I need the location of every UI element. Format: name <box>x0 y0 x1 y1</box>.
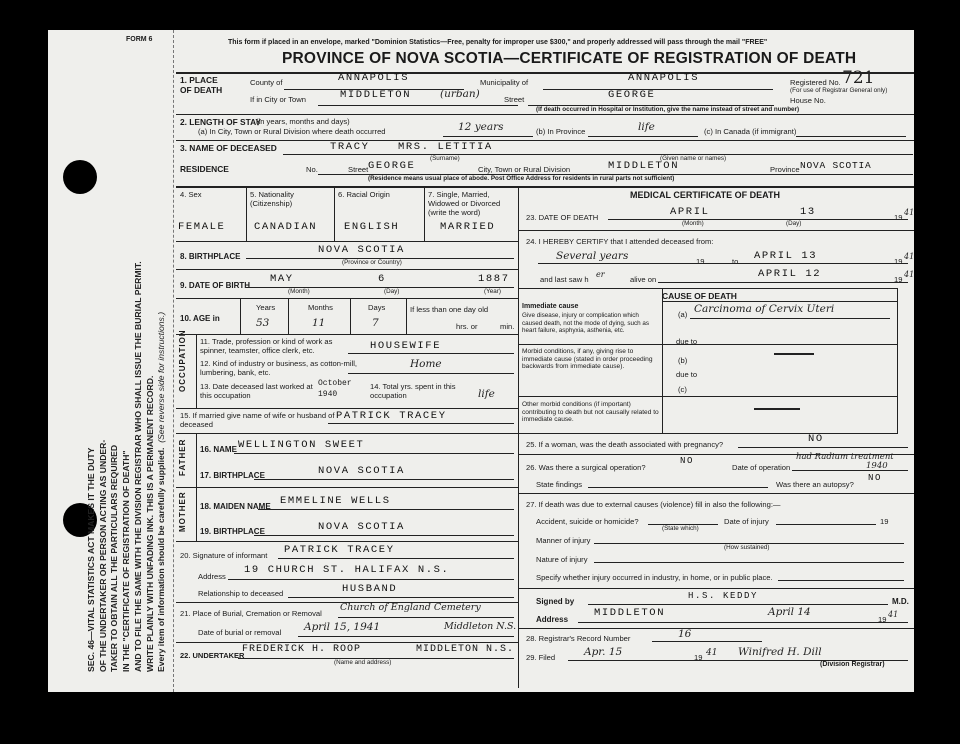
total-years-value: life <box>478 388 495 400</box>
stay-province-value: life <box>638 121 655 133</box>
racial-origin-value: ENGLISH <box>344 221 400 233</box>
death-certificate: SEC. 46—VITAL STATISTICS ACT MAKES IT THE DUTY OF THE UNDERTAKER OR PERSON ACTING AS UNDER- TAKER TO OBTAIN ALL THE PARTICULARS REQUIRED IN THE "CERTIFICATE OF REGISTRATION OF DEATH" AND TO FILE THE SAME WITH THE DIVISION REGISTRAR WHO SHALL ISSUE THE BURIAL PERMIT. WRITE PLAINLY WITH UNFADING INK. THIS IS A PERMANENT RECORD. Every item of information should be carefully supplied. (See reverse side for instructions.) FORM 6 This form if placed in an envelope, marked "Dominion Statistics—Free, penalty for improper use $300," and properly addressed will pass through the mail "FREE" PROVINCE OF NOVA SCOTIA—CERTIFICATE OF REGISTRATION OF DEATH 721 1. PLACE OF DEATH County of ANNAPOLIS Municipality of ANNAPOLIS Registered No. (For use of Registrar General only) If in City or Town MIDDLETON (urban) Street GEORGE House No. (If death occurred in Hospital or Institution, give the name instead of street and number) 2. LENGTH OF STAY (in years, months and days) (a) In City, Town or Rural Division where death occurred 12 years (b) In Province life (c) In Canada (if immigrant) 3. NAME OF DECEASED TRACY MRS. LETITIA (Surname) (Given name or names) RESIDENCE No. Street GEORGE City, Town or Rural Division MIDDLETON Province NOVA SCOTIA (Residence means usual place of abode. Post Office Address for residents in rural parts not sufficient) 4. Sex 5. Nationality (Citizenship) 6. Racial Origin 7. Single, Married, Widowed or Divorced (write the word) FEMALE CANADIAN ENGLISH MARRIED 8. BIRTHPLACE NOVA SCOTIA (Province or Country) 9. DATE OF BIRTH MAY 6 1887 (Month) (Day) (Year) 10. AGE in Years Months Days 53 11 7 If less than one day old hrs. or min. OCCUPATION 11. Trade, profession or kind of work as spinner, teamster, office clerk, etc. HOUSEWIFE 12. Kind of industry or business, as cotton-mill, lumbering, bank, etc. Home 13. Date deceased last worked at this occupation October 1940 14. Total yrs. spent in this occupation life 15. If married give name of wife or husband of deceased PATRICK TRACEY FATHER MOTHER 16. NAME WELLINGTON SWEET 17. BIRTHPLACE NOVA SCOTIA 18. MAIDEN NAME EMMELINE WELLS 19. BIRTHPLACE NOVA SCOTIA 20. Signature of informant PATRICK TRACEY Address 19 CHURCH ST. HALIFAX N.S. Relationship to deceased HUSBAND 21. Place of Burial, Cremation or Removal Church of England Cemetery Date of burial or removal April 15, 1941 Middleton N.S. 22. UNDERTAKER FREDERICK H. ROOP MIDDLETON N.S. (Name and address) MEDICAL CERTIFICATE OF DEATH 23. DATE OF DEATH APRIL 13 19 41 (Month) (Day) 24. I HEREBY CERTIFY that I attended deceased from: Several years 19 to APRIL 13 19 41 and last saw h er alive on APRIL 12 19 41 CAUSE OF DEATH Immediate cause Give disease, injury or complication which caused death, not the mode of dying, such as heart failure, asphyxia, asthenia, etc. (a) Carcinoma of Cervix Uteri due to Morbid conditions, if any, giving rise to immediate cause (stated in order proceeding backwards from immediate cause). (b) due to (c) Other morbid conditions (if important) contributing to death but not causally related to immediate cause. 25. If a woman, was the death associated with pregnancy? NO 26. Was there a surgical operation? NO Date of operation had Radium treatment 1940 State findings Was there an autopsy? NO 27. If death was due to external causes (violence) fill in also the following:— Accident, suicide or homicide? (State which) Date of injury 19 Manner of injury (How sustained) Nature of injury Specify whether injury occurred in industry, in home, or in public place. Signed by H.S. KEDDY M.D. Address MIDDLETON April 14 19 41 28. Registrar's Record Number 16 29. Filed Apr. 15 19 41 Winifred H. Dill (Division Registrar) <box>48 30 914 692</box>
age-days-value: 7 <box>372 317 379 329</box>
autopsy-value: NO <box>868 473 883 483</box>
surgical-value: NO <box>680 456 695 466</box>
attended-from-value: Several years <box>556 250 629 262</box>
residence-street-value: GEORGE <box>368 160 416 172</box>
place-label: 1. PLACE OF DEATH <box>180 75 223 95</box>
father-name-value: WELLINGTON SWEET <box>238 439 365 451</box>
age-years-value: 53 <box>256 317 270 329</box>
burial-date-value: April 15, 1941 <box>304 621 381 633</box>
marital-status-value: MARRIED <box>440 221 496 233</box>
cause-a-value: Carcinoma of Cervix Uteri <box>694 303 835 315</box>
registration-number: 721 <box>842 68 875 88</box>
dob-day-value: 6 <box>378 273 386 285</box>
street-value: GEORGE <box>608 89 656 101</box>
burial-town-value: Middleton N.S. <box>444 621 517 632</box>
physician-address-value: MIDDLETON <box>594 607 666 619</box>
given-name-value: MRS. LETITIA <box>398 141 493 153</box>
medical-heading: MEDICAL CERTIFICATE OF DEATH <box>630 190 780 200</box>
county-value: ANNAPOLIS <box>338 72 410 84</box>
attended-to-value: APRIL 13 <box>754 250 818 262</box>
undertaker-town-value: MIDDLETON N.S. <box>416 644 515 655</box>
birthplace-value: NOVA SCOTIA <box>318 244 405 256</box>
residence-city-value: MIDDLETON <box>608 160 680 172</box>
relationship-value: HUSBAND <box>342 583 398 595</box>
last-worked-value: October 1940 <box>318 379 352 399</box>
top-notice: This form if placed in an envelope, marked "Dominion Statistics—Free, penalty for improper use $300," and properly addressed will pass through the mail "FREE" <box>228 39 768 46</box>
death-month-value: APRIL <box>670 206 710 218</box>
industry-value: Home <box>410 358 442 370</box>
death-day-value: 13 <box>800 206 816 218</box>
nationality-value: CANADIAN <box>254 221 318 233</box>
mother-birthplace-value: NOVA SCOTIA <box>318 521 405 533</box>
dob-year-value: 1887 <box>478 273 510 285</box>
operation-note-value: had Radium treatment <box>796 452 894 462</box>
physician-signature: H.S. KEDDY <box>688 591 759 601</box>
pregnancy-value: NO <box>808 433 824 445</box>
side-instructions: SEC. 46—VITAL STATISTICS ACT MAKES IT THE DUTY OF THE UNDERTAKER OR PERSON ACTING AS UNDER- TAKER TO OBTAIN ALL THE PARTICULARS REQUIRED IN THE "CERTIFICATE OF REGISTRATION OF DEATH" AND TO FILE THE SAME WITH THE DIVISION REGISTRAR WHO SHALL ISSUE THE BURIAL PERMIT. WRITE PLAINLY WITH UNFADING INK. THIS IS A PERMANENT RECORD. Every item of information should be carefully supplied. (See reverse side for instructions.) <box>86 261 167 672</box>
residence-province-value: NOVA SCOTIA <box>800 160 872 171</box>
filed-date-value: Apr. 15 <box>584 646 623 658</box>
registrar-signature: Winifred H. Dill <box>738 646 822 658</box>
sex-value: FEMALE <box>178 221 226 233</box>
mother-maiden-value: EMMELINE WELLS <box>280 495 391 507</box>
binding-stub <box>48 30 174 692</box>
dob-month-value: MAY <box>270 273 294 285</box>
municipality-value: ANNAPOLIS <box>628 72 700 84</box>
record-number-value: 16 <box>678 628 692 640</box>
trade-value: HOUSEWIFE <box>370 340 442 352</box>
father-birthplace-value: NOVA SCOTIA <box>318 465 405 477</box>
spouse-value: PATRICK TRACEY <box>336 410 447 422</box>
form-number: FORM 6 <box>126 36 153 43</box>
signature-date-value: April 14 <box>768 606 811 618</box>
undertaker-value: FREDERICK H. ROOP <box>242 644 362 655</box>
page-title: PROVINCE OF NOVA SCOTIA—CERTIFICATE OF REGISTRATION OF DEATH <box>282 50 857 67</box>
burial-place-value: Church of England Cemetery <box>340 602 481 613</box>
informant-address-value: 19 CHURCH ST. HALIFAX N.S. <box>244 564 450 576</box>
informant-value: PATRICK TRACEY <box>284 544 395 556</box>
surname-value: TRACY <box>330 141 370 153</box>
stay-city-value: 12 years <box>458 121 504 133</box>
alive-on-value: APRIL 12 <box>758 268 822 280</box>
age-months-value: 11 <box>312 317 326 329</box>
city-value: MIDDLETON <box>340 89 412 101</box>
death-year-value: 41 <box>904 208 915 217</box>
